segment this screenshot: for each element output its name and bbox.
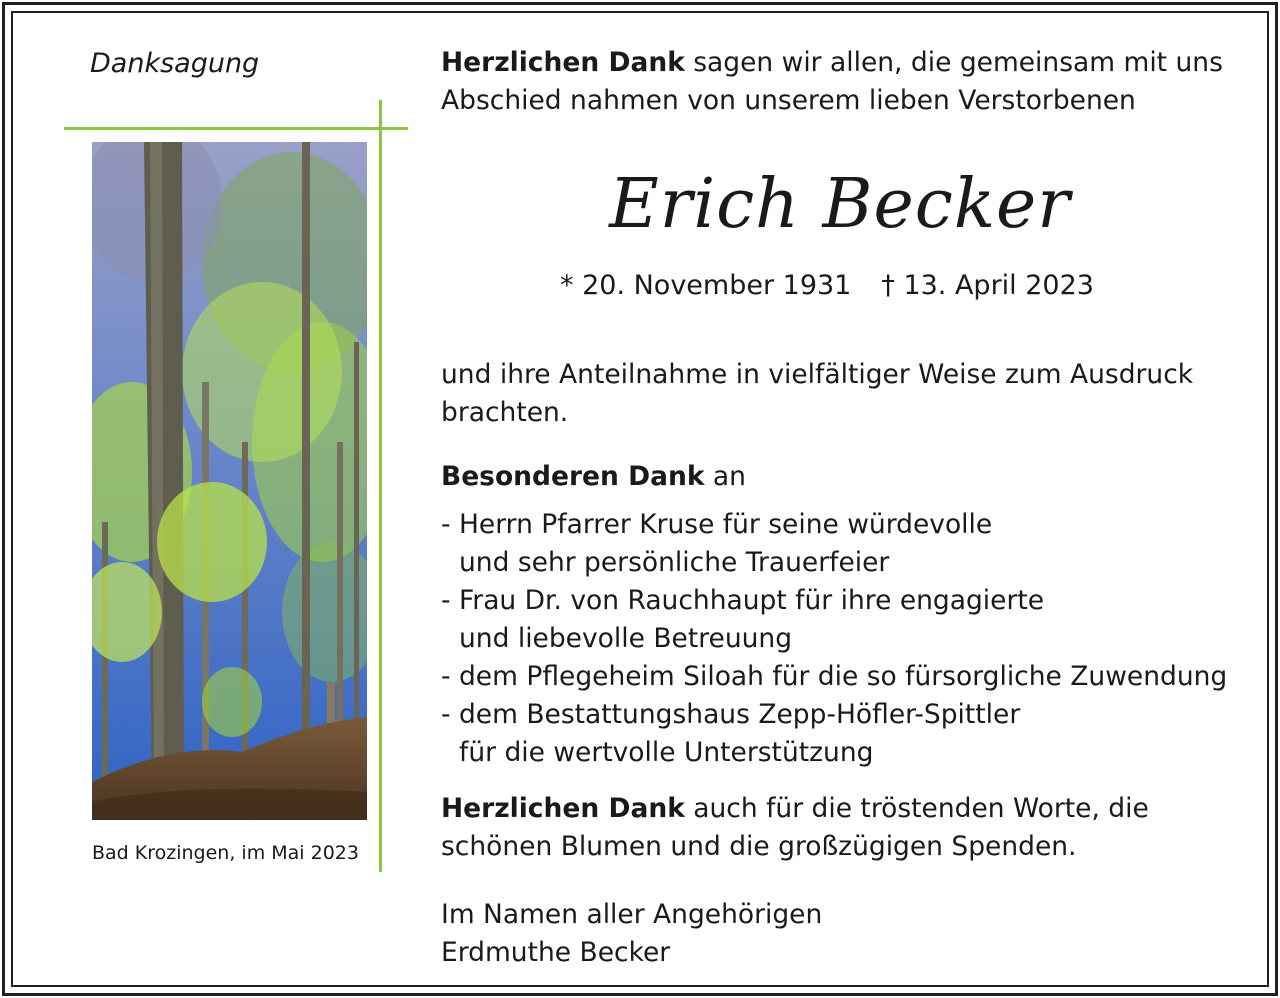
signature-block [441, 896, 822, 972]
special-thanks-block [441, 458, 746, 496]
intro-bold: Herzlichen Dank [441, 47, 685, 78]
closing-line2: schönen Blumen und die großzügigen Spenden. [441, 831, 1077, 862]
signature-name: Erdmuthe Becker [441, 937, 671, 968]
thanks-list [441, 506, 1227, 772]
sympathy-block [441, 356, 1193, 432]
special-thanks-bold: Besonderen Dank [441, 461, 705, 492]
intro-line1: sagen wir allen, die gemeinsam mit uns [684, 47, 1223, 78]
cross-horizontal-bar [64, 127, 408, 130]
birth-date: * 20. November 1931 [560, 270, 852, 301]
place-date: Bad Krozingen, im Mai 2023 [92, 842, 359, 864]
life-dates [560, 270, 1094, 301]
deceased-name: Erich Becker [609, 165, 1071, 244]
list-item: - Frau Dr. von Rauchhaupt für ihre engagierte [441, 585, 1045, 616]
list-item-continuation: und sehr persönliche Trauerfeier [459, 547, 890, 578]
signature-line1: Im Namen aller Angehörigen [441, 899, 823, 930]
forest-photo [92, 142, 367, 820]
list-item: - dem Pflegeheim Siloah für die so fürsorgliche Zuwendung [441, 661, 1228, 692]
intro-block [441, 44, 1223, 120]
header-label: Danksagung [90, 48, 260, 79]
list-item: - dem Bestattungshaus Zepp-Höfler-Spittler [441, 699, 1021, 730]
intro-line2: Abschied nahmen von unserem lieben Verstorbenen [441, 85, 1136, 116]
sympathy-line2: brachten. [441, 397, 569, 428]
sympathy-line1: und ihre Anteilnahme in vielfältiger Weise zum Ausdruck [441, 359, 1194, 390]
death-date: † 13. April 2023 [881, 270, 1094, 301]
closing-bold: Herzlichen Dank [441, 793, 685, 824]
list-item-continuation: für die wertvolle Unterstützung [459, 737, 874, 768]
cross-vertical-bar [379, 100, 382, 872]
list-item: - Herrn Pfarrer Kruse für seine würdevolle [441, 509, 993, 540]
special-thanks-rest: an [704, 461, 746, 492]
closing-line1: auch für die tröstenden Worte, die [684, 793, 1149, 824]
list-item-continuation: und liebevolle Betreuung [459, 623, 793, 654]
closing-block [441, 790, 1149, 866]
